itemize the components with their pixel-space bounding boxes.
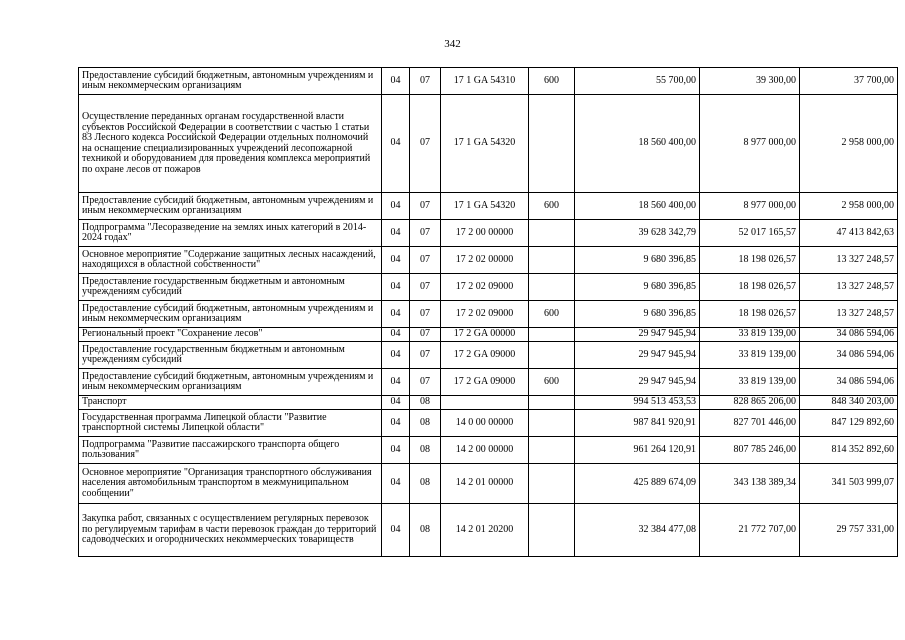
row-name-cell: Государственная программа Липецкой области "Развитие транспортной системы Липецкой области" (79, 410, 382, 437)
amount-2022-cell: 9 680 396,85 (575, 247, 700, 274)
subsection-code-cell: 07 (410, 274, 441, 301)
amount-2023-cell: 828 865 206,00 (700, 396, 800, 410)
target-article-cell: 17 2 02 09000 (441, 274, 529, 301)
amount-2023-cell: 18 198 026,57 (700, 301, 800, 328)
expense-type-cell (529, 274, 575, 301)
expense-type-cell: 600 (529, 68, 575, 95)
section-code-cell: 04 (382, 193, 410, 220)
amount-2022-cell: 29 947 945,94 (575, 369, 700, 396)
table-row (79, 410, 898, 437)
table-row (79, 68, 898, 95)
expense-type-cell (529, 464, 575, 504)
amount-2023-cell: 33 819 139,00 (700, 369, 800, 396)
amount-2023-cell: 18 198 026,57 (700, 274, 800, 301)
section-code-cell: 04 (382, 437, 410, 464)
target-article-cell: 17 2 02 09000 (441, 301, 529, 328)
table-row (79, 504, 898, 557)
expense-type-cell (529, 437, 575, 464)
budget-table (78, 67, 898, 557)
amount-2024-cell: 814 352 892,60 (800, 437, 898, 464)
section-code-cell: 04 (382, 247, 410, 274)
subsection-code-cell: 07 (410, 247, 441, 274)
expense-type-cell (529, 410, 575, 437)
target-article-cell: 17 2 GA 09000 (441, 342, 529, 369)
table-row (79, 396, 898, 410)
row-name-cell: Основное мероприятие "Содержание защитных лесных насаждений, находящихся в областной собственности" (79, 247, 382, 274)
table-row (79, 328, 898, 342)
amount-2024-cell: 847 129 892,60 (800, 410, 898, 437)
target-article-cell: 14 2 00 00000 (441, 437, 529, 464)
amount-2022-cell: 425 889 674,09 (575, 464, 700, 504)
section-code-cell: 04 (382, 95, 410, 193)
amount-2024-cell: 29 757 331,00 (800, 504, 898, 557)
table-row (79, 247, 898, 274)
subsection-code-cell: 07 (410, 369, 441, 396)
expense-type-cell (529, 396, 575, 410)
target-article-cell: 14 2 01 00000 (441, 464, 529, 504)
amount-2024-cell: 341 503 999,07 (800, 464, 898, 504)
section-code-cell: 04 (382, 504, 410, 557)
subsection-code-cell: 07 (410, 193, 441, 220)
table-row (79, 193, 898, 220)
subsection-code-cell: 08 (410, 396, 441, 410)
amount-2023-cell: 827 701 446,00 (700, 410, 800, 437)
target-article-cell: 17 2 GA 09000 (441, 369, 529, 396)
table-row (79, 369, 898, 396)
section-code-cell: 04 (382, 396, 410, 410)
subsection-code-cell: 07 (410, 68, 441, 95)
row-name-cell: Основное мероприятие "Организация транспортного обслуживания населения автомобильным транспортом в межмуниципальном сообщении" (79, 464, 382, 504)
amount-2024-cell: 848 340 203,00 (800, 396, 898, 410)
row-name-cell: Предоставление субсидий бюджетным, автономным учреждениям и иным некоммерческим организациям (79, 68, 382, 95)
table-row (79, 437, 898, 464)
row-name-cell: Региональный проект "Сохранение лесов" (79, 328, 382, 342)
target-article-cell: 17 1 GA 54310 (441, 68, 529, 95)
expense-type-cell: 600 (529, 301, 575, 328)
expense-type-cell: 600 (529, 369, 575, 396)
target-article-cell: 14 0 00 00000 (441, 410, 529, 437)
subsection-code-cell: 07 (410, 220, 441, 247)
section-code-cell: 04 (382, 464, 410, 504)
section-code-cell: 04 (382, 220, 410, 247)
amount-2023-cell: 8 977 000,00 (700, 95, 800, 193)
row-name-cell: Предоставление субсидий бюджетным, автономным учреждениям и иным некоммерческим организациям (79, 369, 382, 396)
row-name-cell: Предоставление государственным бюджетным и автономным учреждениям субсидий (79, 274, 382, 301)
section-code-cell: 04 (382, 68, 410, 95)
amount-2022-cell: 55 700,00 (575, 68, 700, 95)
subsection-code-cell: 07 (410, 328, 441, 342)
expense-type-cell (529, 342, 575, 369)
table-row (79, 220, 898, 247)
amount-2022-cell: 994 513 453,53 (575, 396, 700, 410)
amount-2022-cell: 18 560 400,00 (575, 193, 700, 220)
table-body (79, 68, 898, 557)
target-article-cell (441, 396, 529, 410)
expense-type-cell (529, 247, 575, 274)
amount-2023-cell: 33 819 139,00 (700, 342, 800, 369)
target-article-cell: 17 1 GA 54320 (441, 193, 529, 220)
subsection-code-cell: 08 (410, 504, 441, 557)
table-row (79, 464, 898, 504)
amount-2023-cell: 52 017 165,57 (700, 220, 800, 247)
subsection-code-cell: 07 (410, 342, 441, 369)
row-name-cell: Подпрограмма "Развитие пассажирского транспорта общего пользования" (79, 437, 382, 464)
row-name-cell: Транспорт (79, 396, 382, 410)
expense-type-cell (529, 504, 575, 557)
amount-2024-cell: 13 327 248,57 (800, 274, 898, 301)
amount-2024-cell: 13 327 248,57 (800, 247, 898, 274)
amount-2024-cell: 2 958 000,00 (800, 95, 898, 193)
subsection-code-cell: 08 (410, 410, 441, 437)
section-code-cell: 04 (382, 369, 410, 396)
page-number: 342 (444, 38, 461, 50)
amount-2024-cell: 13 327 248,57 (800, 301, 898, 328)
target-article-cell: 17 2 02 00000 (441, 247, 529, 274)
target-article-cell: 17 1 GA 54320 (441, 95, 529, 193)
amount-2022-cell: 9 680 396,85 (575, 274, 700, 301)
amount-2023-cell: 21 772 707,00 (700, 504, 800, 557)
amount-2024-cell: 2 958 000,00 (800, 193, 898, 220)
amount-2024-cell: 37 700,00 (800, 68, 898, 95)
table-row (79, 342, 898, 369)
amount-2024-cell: 34 086 594,06 (800, 369, 898, 396)
amount-2023-cell: 33 819 139,00 (700, 328, 800, 342)
amount-2022-cell: 9 680 396,85 (575, 301, 700, 328)
row-name-cell: Предоставление государственным бюджетным и автономным учреждениям субсидий (79, 342, 382, 369)
amount-2022-cell: 961 264 120,91 (575, 437, 700, 464)
amount-2023-cell: 807 785 246,00 (700, 437, 800, 464)
row-name-cell: Закупка работ, связанных с осуществлением регулярных перевозок по регулируемым тарифам в части перевозок граждан до территорий садоводческих и огороднических некоммерческих товариществ (79, 504, 382, 557)
subsection-code-cell: 08 (410, 464, 441, 504)
subsection-code-cell: 07 (410, 95, 441, 193)
table-row (79, 274, 898, 301)
amount-2023-cell: 18 198 026,57 (700, 247, 800, 274)
amount-2022-cell: 18 560 400,00 (575, 95, 700, 193)
section-code-cell: 04 (382, 328, 410, 342)
row-name-cell: Подпрограмма "Лесоразведение на землях иных категорий в 2014-2024 годах" (79, 220, 382, 247)
amount-2022-cell: 29 947 945,94 (575, 328, 700, 342)
amount-2024-cell: 34 086 594,06 (800, 342, 898, 369)
amount-2023-cell: 8 977 000,00 (700, 193, 800, 220)
expense-type-cell (529, 220, 575, 247)
section-code-cell: 04 (382, 301, 410, 328)
section-code-cell: 04 (382, 410, 410, 437)
target-article-cell: 17 2 GA 00000 (441, 328, 529, 342)
amount-2024-cell: 47 413 842,63 (800, 220, 898, 247)
expense-type-cell: 600 (529, 193, 575, 220)
amount-2023-cell: 343 138 389,34 (700, 464, 800, 504)
expense-type-cell (529, 328, 575, 342)
section-code-cell: 04 (382, 342, 410, 369)
expense-type-cell (529, 95, 575, 193)
amount-2022-cell: 29 947 945,94 (575, 342, 700, 369)
subsection-code-cell: 08 (410, 437, 441, 464)
amount-2022-cell: 39 628 342,79 (575, 220, 700, 247)
row-name-cell: Предоставление субсидий бюджетным, автономным учреждениям и иным некоммерческим организациям (79, 193, 382, 220)
target-article-cell: 14 2 01 20200 (441, 504, 529, 557)
subsection-code-cell: 07 (410, 301, 441, 328)
amount-2022-cell: 32 384 477,08 (575, 504, 700, 557)
amount-2022-cell: 987 841 920,91 (575, 410, 700, 437)
target-article-cell: 17 2 00 00000 (441, 220, 529, 247)
table-row (79, 95, 898, 193)
row-name-cell: Предоставление субсидий бюджетным, автономным учреждениям и иным некоммерческим организациям (79, 301, 382, 328)
section-code-cell: 04 (382, 274, 410, 301)
amount-2024-cell: 34 086 594,06 (800, 328, 898, 342)
row-name-cell: Осуществление переданных органам государственной власти субъектов Российской Федерации в соответствии с частью 1 статьи 83 Лесного кодекса Российской Федерации отдельных полномочий на оснащение специализированных учреждений лесопожарной техникой и оборудованием для проведения комплекса мероприятий по охране лесов от пожаров (79, 95, 382, 193)
table-row (79, 301, 898, 328)
amount-2023-cell: 39 300,00 (700, 68, 800, 95)
